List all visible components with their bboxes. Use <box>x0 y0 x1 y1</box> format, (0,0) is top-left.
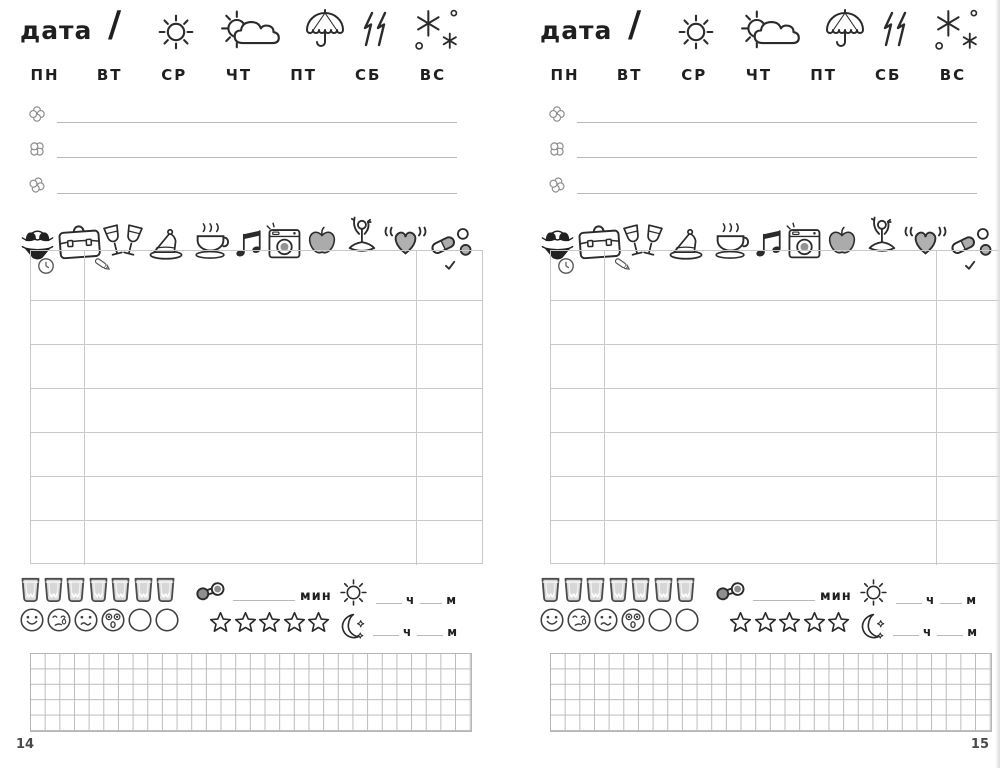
star-icon[interactable] <box>283 611 306 634</box>
schedule-table <box>30 250 483 564</box>
weekday-thu[interactable]: ЧТ <box>745 66 773 84</box>
date-separator: / <box>628 4 642 45</box>
page-header <box>535 0 1000 62</box>
water-glass-icon[interactable] <box>88 576 109 603</box>
schedule-cell-time[interactable] <box>31 521 85 565</box>
schedule-cell-done[interactable] <box>937 433 1000 477</box>
hours-unit-label: ч <box>926 593 936 607</box>
goal-line <box>548 137 977 161</box>
schedule-cell-notes[interactable] <box>605 389 937 433</box>
schedule-cell-done[interactable] <box>417 301 482 345</box>
page-number: 14 <box>16 737 35 752</box>
schedule-cell-done[interactable] <box>937 345 1000 389</box>
schedule-cell-notes[interactable] <box>85 433 417 477</box>
schedule-table <box>550 250 1000 564</box>
schedule-header-done[interactable] <box>937 251 1000 301</box>
sleep-minutes-line[interactable] <box>937 635 963 636</box>
book-edge <box>995 0 1000 768</box>
clover-icon <box>545 173 568 196</box>
date-label: дата <box>540 16 613 45</box>
star-icon[interactable] <box>307 611 330 634</box>
schedule-header-done[interactable] <box>417 251 482 301</box>
star-icon[interactable] <box>754 611 777 634</box>
water-glass-icon[interactable] <box>65 576 86 603</box>
star-icon[interactable] <box>729 611 752 634</box>
happy-face-icon[interactable] <box>19 607 45 633</box>
sleep-hours-line[interactable] <box>893 635 919 636</box>
sleep-hours-line[interactable] <box>373 635 399 636</box>
schedule-cell-notes[interactable] <box>605 521 937 565</box>
water-glass-icon[interactable] <box>630 576 651 603</box>
confused-face-icon[interactable] <box>593 607 619 633</box>
day-minutes-line[interactable] <box>940 603 962 604</box>
exercise-minutes-line[interactable] <box>753 600 815 601</box>
minutes-unit-label: м <box>966 593 978 607</box>
goal-line <box>28 137 457 161</box>
weekday-sat[interactable]: СБ <box>355 66 382 84</box>
crying-face-icon[interactable] <box>46 607 72 633</box>
planner-page <box>15 0 485 768</box>
schedule-cell-notes[interactable] <box>605 345 937 389</box>
clover-icon <box>544 136 569 161</box>
pencil-icon <box>613 255 633 275</box>
goal-write-line[interactable] <box>577 108 977 123</box>
sun-weather-icon[interactable] <box>673 9 719 55</box>
sun-behind-cloud-icon[interactable] <box>220 5 283 56</box>
daytime-tracker <box>856 575 977 611</box>
clover-icon <box>25 173 48 196</box>
day-rating-tracker <box>209 611 330 634</box>
schedule-cell-time[interactable] <box>31 477 85 521</box>
schedule-header-notes[interactable] <box>85 251 417 301</box>
schedule-cell-done[interactable] <box>937 477 1000 521</box>
water-glass-icon[interactable] <box>133 576 154 603</box>
weekday-wed[interactable]: СР <box>681 66 708 84</box>
water-glass-icon[interactable] <box>110 576 131 603</box>
blank-face-icon[interactable] <box>674 607 700 633</box>
star-icon[interactable] <box>778 611 801 634</box>
clover-icon <box>24 136 49 161</box>
mood-tracker <box>19 607 180 633</box>
date-separator: / <box>108 4 122 45</box>
goal-write-line[interactable] <box>57 108 457 123</box>
blank-face-icon[interactable] <box>647 607 673 633</box>
goal-line <box>28 102 457 126</box>
goal-write-line[interactable] <box>57 179 457 194</box>
crying-face-icon[interactable] <box>566 607 592 633</box>
daytime-tracker <box>336 575 457 611</box>
hours-unit-label: ч <box>406 593 416 607</box>
schedule-cell-done[interactable] <box>417 521 482 565</box>
water-glass-icon[interactable] <box>563 576 584 603</box>
schedule-cell-notes[interactable] <box>85 477 417 521</box>
day-hours-line[interactable] <box>376 603 402 604</box>
schedule-cell-done[interactable] <box>937 521 1000 565</box>
umbrella-icon[interactable] <box>303 7 347 53</box>
snowflakes-icon[interactable] <box>932 5 981 54</box>
goal-line <box>548 173 977 197</box>
schedule-cell-notes[interactable] <box>85 389 417 433</box>
goal-line <box>28 173 457 197</box>
date-label: дата <box>20 16 93 45</box>
surprised-face-icon[interactable] <box>100 607 126 633</box>
exercise-tracker <box>713 577 852 607</box>
schedule-cell-notes[interactable] <box>605 301 937 345</box>
moon-icon <box>337 612 368 642</box>
schedule-cell-notes[interactable] <box>85 345 417 389</box>
schedule-cell-time[interactable] <box>551 477 605 521</box>
day-hours-line[interactable] <box>896 603 922 604</box>
water-glass-icon[interactable] <box>585 576 606 603</box>
lightning-icon[interactable] <box>880 9 914 53</box>
clock-icon <box>37 257 55 275</box>
clover-icon <box>28 105 46 123</box>
weekday-row <box>543 66 975 84</box>
sun-icon <box>336 575 371 610</box>
minutes-unit-label: м <box>967 625 979 639</box>
star-icon[interactable] <box>234 611 257 634</box>
weekday-thu[interactable]: ЧТ <box>225 66 253 84</box>
pencil-icon <box>93 255 113 275</box>
left-page <box>15 0 485 768</box>
weekday-wed[interactable]: СР <box>161 66 188 84</box>
water-tracker <box>20 576 176 603</box>
weekday-row <box>23 66 455 84</box>
schedule-cell-time[interactable] <box>31 345 85 389</box>
water-glass-icon[interactable] <box>43 576 64 603</box>
exercise-minutes-line[interactable] <box>233 600 295 601</box>
goal-write-line[interactable] <box>577 179 977 194</box>
water-glass-icon[interactable] <box>653 576 674 603</box>
schedule-cell-time[interactable] <box>31 389 85 433</box>
water-glass-icon[interactable] <box>155 576 176 603</box>
weekday-sun[interactable]: ВС <box>939 66 967 84</box>
water-glass-icon[interactable] <box>608 576 629 603</box>
page-number: 15 <box>970 737 989 752</box>
right-page <box>535 0 1000 768</box>
star-icon[interactable] <box>827 611 850 634</box>
sleep-tracker <box>337 612 458 643</box>
sun-behind-cloud-icon[interactable] <box>740 5 803 56</box>
blank-face-icon[interactable] <box>127 607 153 633</box>
schedule-cell-time[interactable] <box>551 433 605 477</box>
notes-grid[interactable] <box>30 653 472 732</box>
happy-face-icon[interactable] <box>539 607 565 633</box>
schedule-header-notes[interactable] <box>605 251 937 301</box>
goal-line <box>548 102 977 126</box>
water-glass-icon[interactable] <box>675 576 696 603</box>
minutes-unit-label: м <box>447 625 459 639</box>
schedule-cell-time[interactable] <box>551 345 605 389</box>
page-header <box>15 0 485 62</box>
mood-tracker <box>539 607 700 633</box>
lightning-icon[interactable] <box>360 9 394 53</box>
schedule-cell-done[interactable] <box>417 345 482 389</box>
hours-unit-label: ч <box>923 625 933 639</box>
minutes-unit-label: м <box>446 593 458 607</box>
minutes-unit-label: мин <box>820 589 852 604</box>
weekday-fri[interactable]: ПТ <box>810 66 838 84</box>
weekday-fri[interactable]: ПТ <box>290 66 318 84</box>
goal-write-line[interactable] <box>57 143 457 158</box>
planner-page <box>535 0 1000 768</box>
water-tracker <box>540 576 696 603</box>
star-icon[interactable] <box>258 611 281 634</box>
weekday-sat[interactable]: СБ <box>875 66 902 84</box>
schedule-cell-done[interactable] <box>417 389 482 433</box>
hours-unit-label: ч <box>403 625 413 639</box>
schedule-header-time[interactable] <box>31 251 85 301</box>
schedule-cell-notes[interactable] <box>605 433 937 477</box>
schedule-cell-time[interactable] <box>31 301 85 345</box>
weekday-mon[interactable]: ПН <box>30 66 60 84</box>
weekday-mon[interactable]: ПН <box>550 66 580 84</box>
schedule-cell-done[interactable] <box>937 389 1000 433</box>
clock-icon <box>557 257 575 275</box>
schedule-cell-time[interactable] <box>551 521 605 565</box>
schedule-cell-time[interactable] <box>31 433 85 477</box>
dumbbell-icon <box>713 577 747 606</box>
moon-icon <box>857 612 888 642</box>
sleep-tracker <box>857 612 978 643</box>
surprised-face-icon[interactable] <box>620 607 646 633</box>
star-icon[interactable] <box>209 611 232 634</box>
snowflakes-icon[interactable] <box>412 5 461 54</box>
schedule-cell-done[interactable] <box>417 477 482 521</box>
schedule-cell-time[interactable] <box>551 389 605 433</box>
blank-face-icon[interactable] <box>154 607 180 633</box>
umbrella-icon[interactable] <box>823 7 867 53</box>
water-glass-icon[interactable] <box>20 576 41 603</box>
sleep-minutes-line[interactable] <box>417 635 443 636</box>
sun-weather-icon[interactable] <box>153 9 199 55</box>
check-icon <box>443 259 456 272</box>
weekday-tue[interactable]: ВТ <box>96 66 123 84</box>
notes-grid[interactable] <box>550 653 992 732</box>
water-glass-icon[interactable] <box>540 576 561 603</box>
sun-icon <box>856 575 891 610</box>
weekday-sun[interactable]: ВС <box>419 66 447 84</box>
day-minutes-line[interactable] <box>420 603 442 604</box>
goal-write-line[interactable] <box>577 143 977 158</box>
star-icon[interactable] <box>803 611 826 634</box>
schedule-cell-notes[interactable] <box>85 301 417 345</box>
confused-face-icon[interactable] <box>73 607 99 633</box>
minutes-unit-label: мин <box>300 589 332 604</box>
dumbbell-icon <box>193 577 227 606</box>
schedule-cell-notes[interactable] <box>605 477 937 521</box>
schedule-cell-done[interactable] <box>417 433 482 477</box>
schedule-cell-done[interactable] <box>937 301 1000 345</box>
clover-icon <box>548 105 566 123</box>
exercise-tracker <box>193 577 332 607</box>
weekday-tue[interactable]: ВТ <box>616 66 643 84</box>
schedule-cell-time[interactable] <box>551 301 605 345</box>
schedule-cell-notes[interactable] <box>85 521 417 565</box>
day-rating-tracker <box>729 611 850 634</box>
schedule-header-time[interactable] <box>551 251 605 301</box>
check-icon <box>963 259 976 272</box>
